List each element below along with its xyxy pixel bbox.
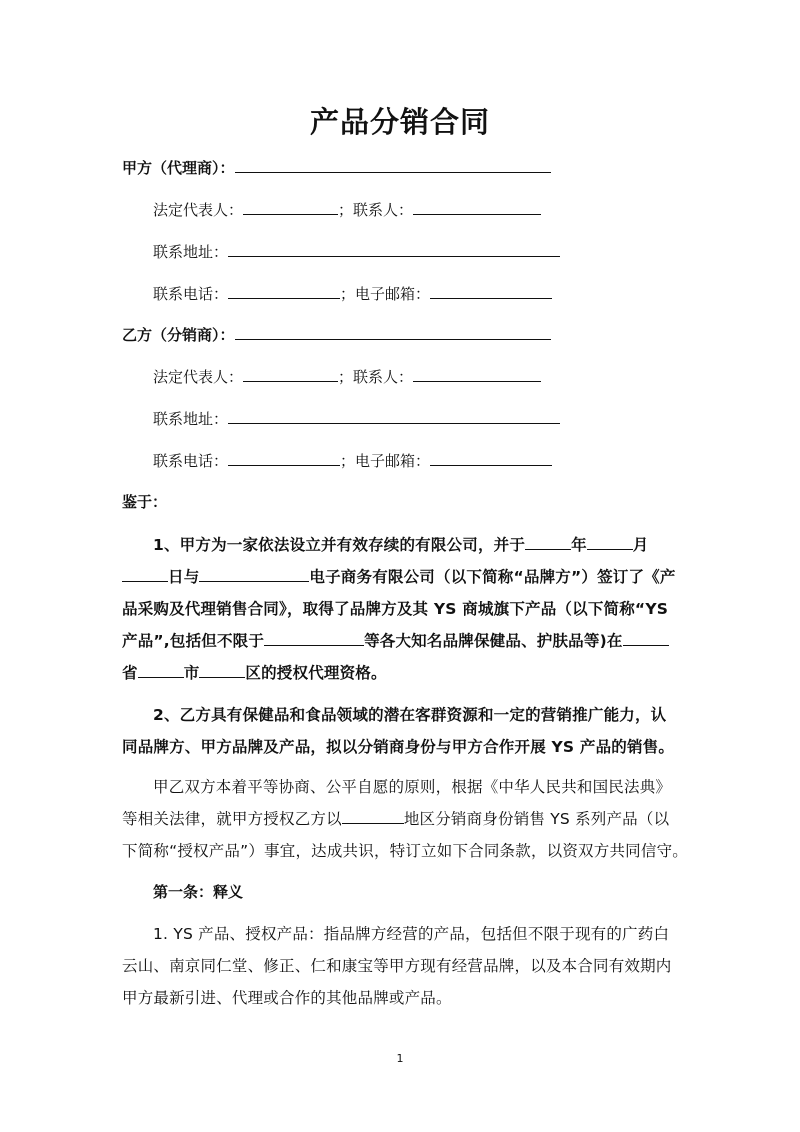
party-a-address-field[interactable] [228, 242, 560, 257]
article1-line3: 甲方最新引进、代理或合作的其他品牌或产品。 [122, 989, 452, 1007]
clause1-line1 [153, 535, 649, 555]
clause2-line2: 同品牌方、甲方品牌及产品，拟以分销商身份与甲方合作开展 YS 产品的销售。 [122, 738, 675, 756]
clause1-city-label: 市 [183, 664, 200, 682]
clause1-province-field[interactable] [623, 631, 669, 646]
party-b-contact-label: ；联系人： [338, 368, 414, 386]
para3-region-field[interactable] [342, 809, 404, 824]
party-b-contact-field[interactable] [413, 367, 541, 382]
clause1-text: 产品”,包括但不限于 [122, 632, 265, 650]
clause1-year-field[interactable] [525, 535, 571, 550]
party-b-address-label: 联系地址： [153, 410, 229, 428]
party-b-phone-row [153, 451, 552, 471]
clause1-city-field[interactable] [138, 663, 184, 678]
party-b-email-label: ；电子邮箱： [340, 452, 431, 470]
clause1-brands-field[interactable] [264, 631, 364, 646]
party-a-address-row [153, 242, 560, 262]
para3-text: 等相关法律，就甲方授权乙方以 [122, 810, 342, 828]
clause1-day-field[interactable] [122, 567, 168, 582]
whereas-heading: 鉴于： [122, 493, 168, 511]
clause1-text: 区的授权代理资格。 [245, 664, 387, 682]
party-b-rep-field[interactable] [243, 367, 338, 382]
party-a-rep-label: 法定代表人： [153, 201, 244, 219]
clause1-text: 电子商务有限公司（以下简称“品牌方”）签订了《产 [309, 568, 676, 586]
party-a-phone-row [153, 284, 552, 304]
page-title: 产品分销合同 [309, 105, 490, 139]
clause1-province-label: 省 [122, 664, 138, 682]
clause1-month-label: 月 [632, 536, 649, 554]
party-a-email-label: ；电子邮箱： [340, 285, 431, 303]
clause1-day-label: 日与 [168, 568, 200, 586]
party-b-address-field[interactable] [228, 409, 560, 424]
page-number: 1 [396, 1052, 404, 1065]
party-b-address-row [153, 409, 560, 429]
para3-text: 地区分销商身份销售 YS 系列产品（以 [403, 810, 670, 828]
para3-line3: 下简称“授权产品”）事宜，达成共识，特订立如下合同条款，以资双方共同信守。 [122, 842, 688, 860]
clause1-line4 [122, 631, 669, 651]
party-a-address-label: 联系地址： [153, 243, 229, 261]
party-b-phone-label: 联系电话： [153, 452, 229, 470]
party-a-rep-field[interactable] [243, 200, 338, 215]
party-a-heading [122, 158, 551, 178]
article1-line1: 1. YS 产品、授权产品：指品牌方经营的产品，包括但不限于现有的广药白 [153, 925, 670, 943]
clause1-year-label: 年 [571, 536, 587, 554]
party-a-email-field[interactable] [430, 284, 552, 299]
party-a-label: 甲方（代理商）： [122, 159, 235, 177]
para3-line2 [122, 809, 669, 829]
clause1-month-field[interactable] [587, 535, 633, 550]
article1-heading: 第一条：释义 [153, 883, 244, 901]
clause1-company-field[interactable] [199, 567, 309, 582]
clause1-line5 [122, 663, 387, 683]
party-b-heading [122, 325, 551, 345]
party-b-email-field[interactable] [430, 451, 552, 466]
party-b-rep-row [153, 367, 541, 387]
clause1-text: 等各大知名品牌保健品、护肤品等)在 [364, 632, 623, 650]
clause1-line2 [122, 567, 676, 587]
clause1-district-field[interactable] [199, 663, 245, 678]
article1-line2: 云山、南京同仁堂、修正、仁和康宝等甲方现有经营品牌，以及本合同有效期内 [122, 957, 672, 975]
party-a-name-field[interactable] [235, 158, 551, 173]
party-a-phone-label: 联系电话： [153, 285, 229, 303]
party-a-rep-row [153, 200, 541, 220]
party-b-phone-field[interactable] [228, 451, 340, 466]
party-a-contact-label: ；联系人： [338, 201, 414, 219]
clause1-text: 1、甲方为一家依法设立并有效存续的有限公司，并于 [153, 536, 526, 554]
party-a-contact-field[interactable] [413, 200, 541, 215]
clause1-line3: 品采购及代理销售合同》，取得了品牌方及其 YS 商城旗下产品（以下简称“YS [122, 600, 669, 618]
party-b-name-field[interactable] [235, 325, 551, 340]
party-a-phone-field[interactable] [228, 284, 340, 299]
para3-line1: 甲乙双方本着平等协商、公平自愿的原则，根据《中华人民共和国民法典》 [153, 778, 672, 796]
party-b-rep-label: 法定代表人： [153, 368, 244, 386]
party-b-label: 乙方（分销商）： [122, 326, 235, 344]
clause2-line1: 2、乙方具有保健品和食品领域的潜在客群资源和一定的营销推广能力，认 [153, 706, 667, 724]
